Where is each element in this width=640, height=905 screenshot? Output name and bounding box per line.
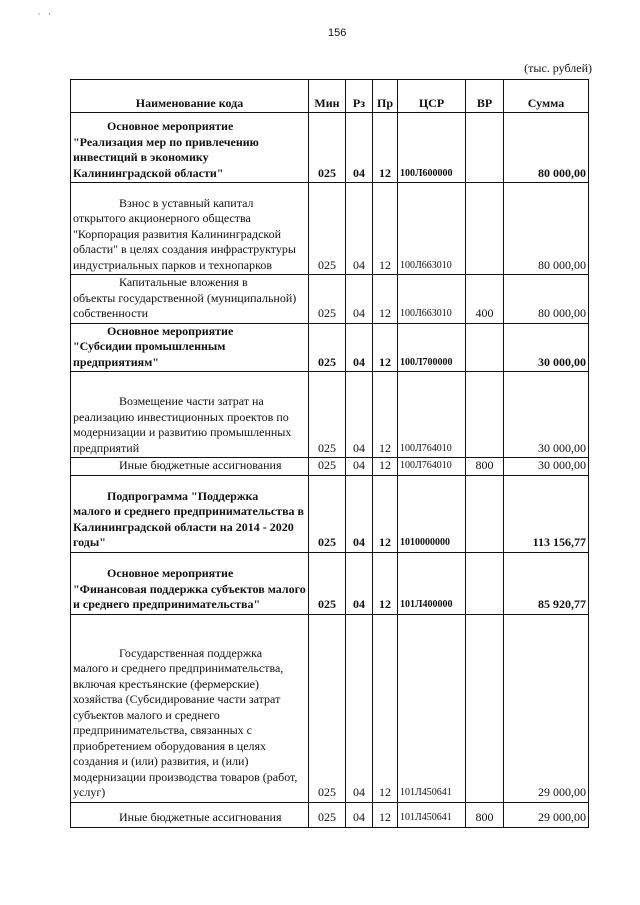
row-rz: 04 <box>346 113 373 183</box>
row-csr: 101Л450641 <box>398 614 466 802</box>
row-name <box>71 113 309 183</box>
row-sum: 30 000,00 <box>504 458 589 476</box>
row-min: 025 <box>309 802 346 827</box>
table-header-row <box>71 80 589 113</box>
row-csr: 100Л600000 <box>398 113 466 183</box>
row-name-lead: Основное мероприятие <box>107 323 234 338</box>
row-name <box>71 614 309 802</box>
row-vr: 400 <box>466 275 504 324</box>
row-name-rest: "Реализация мер по привлечению инвестиций в экономику Калининградской области" <box>73 134 259 180</box>
row-sum: 29 000,00 <box>504 802 589 827</box>
table-row <box>71 552 589 614</box>
row-pr: 12 <box>373 323 398 372</box>
row-min: 025 <box>309 323 346 372</box>
row-name-lead: Иные бюджетные ассигнования <box>119 810 282 824</box>
row-name-lead: Капитальные вложения в <box>119 275 248 289</box>
row-name <box>71 323 309 372</box>
row-min: 025 <box>309 475 346 552</box>
row-name-lead: Взнос в уставный капитал <box>119 195 254 210</box>
row-csr: 100Л700000 <box>398 323 466 372</box>
row-rz: 04 <box>346 802 373 827</box>
row-csr: 1010000000 <box>398 475 466 552</box>
row-csr: 100Л663010 <box>398 183 466 275</box>
table-row <box>71 323 589 372</box>
row-csr: 101Л450641 <box>398 802 466 827</box>
row-name-rest: объекты государственной (муниципальной) собственности <box>73 290 297 320</box>
table-row <box>71 802 589 827</box>
row-name-lead: Подпрограмма "Поддержка <box>107 488 259 503</box>
row-pr: 12 <box>373 614 398 802</box>
row-rz: 04 <box>346 183 373 275</box>
header-sum: Сумма <box>504 80 589 113</box>
row-name-lead: Иные бюджетные ассигнования <box>119 458 282 472</box>
scan-corner-mark: ʽ ʼ <box>38 12 54 22</box>
row-rz: 04 <box>346 458 373 476</box>
row-vr <box>466 614 504 802</box>
row-csr: 100Л764010 <box>398 458 466 476</box>
row-rz: 04 <box>346 372 373 458</box>
row-pr: 12 <box>373 552 398 614</box>
row-vr <box>466 183 504 275</box>
row-sum: 29 000,00 <box>504 614 589 802</box>
row-vr <box>466 113 504 183</box>
units-label: (тыс. рублей) <box>524 61 592 75</box>
table-row <box>71 458 589 476</box>
row-sum: 80 000,00 <box>504 275 589 324</box>
table-row <box>71 183 589 275</box>
row-name <box>71 458 309 476</box>
row-min: 025 <box>309 458 346 476</box>
row-name-lead: Основное мероприятие <box>107 566 234 580</box>
row-vr: 800 <box>466 802 504 827</box>
table-row <box>71 372 589 458</box>
row-name-rest: открытого акционерного общества "Корпорация развития Калининградской области" в целях создания инфраструктуры индустриальных парков и технопарков <box>73 211 296 272</box>
header-vr: ВР <box>466 80 504 113</box>
row-pr: 12 <box>373 458 398 476</box>
row-pr: 12 <box>373 802 398 827</box>
row-sum: 113 156,77 <box>504 475 589 552</box>
row-name <box>71 183 309 275</box>
row-min: 025 <box>309 552 346 614</box>
row-pr: 12 <box>373 183 398 275</box>
row-csr: 101Л400000 <box>398 552 466 614</box>
row-rz: 04 <box>346 275 373 324</box>
row-sum: 80 000,00 <box>504 113 589 183</box>
row-csr: 100Л663010 <box>398 275 466 324</box>
row-name <box>71 275 309 324</box>
row-rz: 04 <box>346 614 373 802</box>
header-name: Наименование кода <box>71 80 309 113</box>
header-csr: ЦСР <box>398 80 466 113</box>
page-number: 156 <box>328 27 347 39</box>
row-min: 025 <box>309 372 346 458</box>
budget-table <box>70 79 589 828</box>
row-pr: 12 <box>373 372 398 458</box>
header-rz: Рз <box>346 80 373 113</box>
row-vr <box>466 323 504 372</box>
row-name-lead: Государственная поддержка <box>119 645 263 660</box>
row-pr: 12 <box>373 113 398 183</box>
table-row <box>71 275 589 324</box>
header-min: Мин <box>309 80 346 113</box>
row-name-rest: реализацию инвестиционных проектов по модернизации и развитию промышленных предприятий <box>73 409 292 455</box>
row-min: 025 <box>309 614 346 802</box>
row-min: 025 <box>309 275 346 324</box>
table-row <box>71 475 589 552</box>
row-csr: 100Л764010 <box>398 372 466 458</box>
table-row <box>71 113 589 183</box>
row-vr <box>466 372 504 458</box>
row-name-lead: Основное мероприятие <box>107 119 234 133</box>
row-vr <box>466 475 504 552</box>
header-pr: Пр <box>373 80 398 113</box>
row-name <box>71 475 309 552</box>
row-name <box>71 372 309 458</box>
row-name-rest: "Субсидии промышленным предприятиям" <box>73 339 226 369</box>
row-rz: 04 <box>346 552 373 614</box>
row-min: 025 <box>309 113 346 183</box>
row-sum: 30 000,00 <box>504 372 589 458</box>
row-rz: 04 <box>346 475 373 552</box>
row-name <box>71 802 309 827</box>
row-name-rest: "Финансовая поддержка субъектов малого и среднего предпринимательства" <box>73 581 306 611</box>
row-vr: 800 <box>466 458 504 476</box>
row-sum: 30 000,00 <box>504 323 589 372</box>
row-name-rest: малого и среднего предпринимательства в Калининградской области на 2014 - 2020 годы" <box>73 504 305 549</box>
row-name-lead: Возмещение части затрат на <box>119 394 264 408</box>
row-sum: 85 920,77 <box>504 552 589 614</box>
row-vr <box>466 552 504 614</box>
row-min: 025 <box>309 183 346 275</box>
row-pr: 12 <box>373 475 398 552</box>
row-pr: 12 <box>373 275 398 324</box>
row-name <box>71 552 309 614</box>
row-sum: 80 000,00 <box>504 183 589 275</box>
table-row <box>71 614 589 802</box>
row-name-rest: малого и среднего предпринимательства, включая крестьянские (фермерские) хозяйства (Субсидирование части затрат субъектов малого и среднего предпринимательства, связанных с приобретением оборудования в целях создания и (или) развития, и (или) модернизации производства товаров (работ, услуг) <box>73 661 298 799</box>
row-rz: 04 <box>346 323 373 372</box>
